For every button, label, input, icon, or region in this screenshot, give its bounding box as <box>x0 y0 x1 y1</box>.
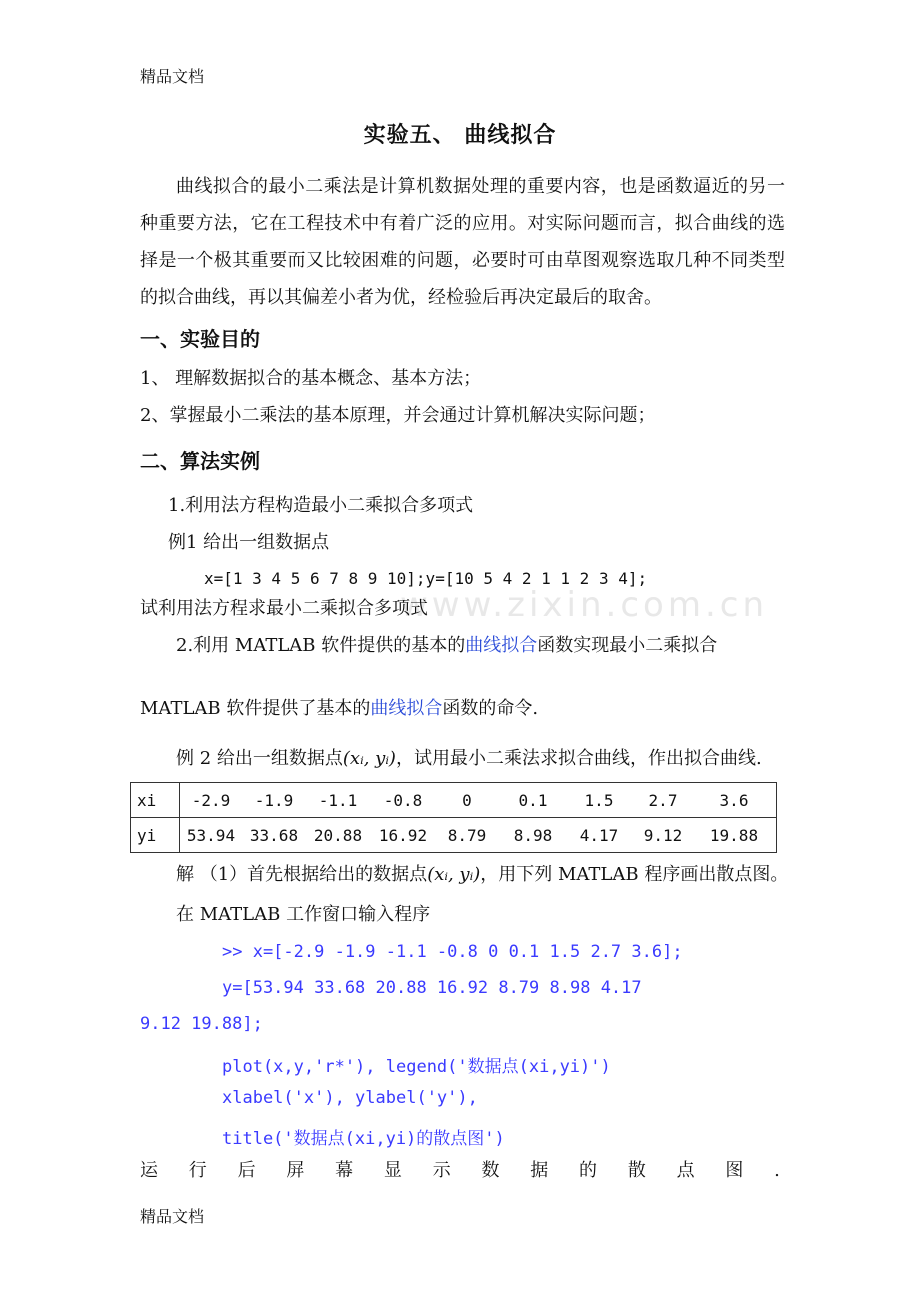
purpose-item-1: 1、 理解数据拟合的基本概念、基本方法； <box>140 368 482 389</box>
table-row-xi <box>131 783 777 818</box>
result-char: 示 <box>432 1160 451 1181</box>
result-char: 数 <box>481 1160 500 1181</box>
table-cell: 2.7 <box>648 790 678 810</box>
table-cell: -1.1 <box>318 790 358 810</box>
data-table <box>130 782 777 853</box>
code-line-3: 9.12 19.88]; <box>140 1014 263 1034</box>
result-line <box>140 1152 780 1189</box>
table-cell: 33.68 <box>249 825 299 845</box>
example-2-prefix: 例 2 给出一组数据点 <box>176 748 343 769</box>
table-cell: 19.88 <box>709 825 759 845</box>
result-char: 散 <box>627 1160 646 1181</box>
solution-line-1 <box>176 856 788 893</box>
subsection-2-title <box>176 627 717 664</box>
table-cell: 20.88 <box>313 825 363 845</box>
example-2-math: (xᵢ, yᵢ) <box>342 748 396 769</box>
code-line-4: plot(x,y,'r*'), legend('数据点(xi,yi)') <box>222 1057 611 1077</box>
code-line-2: y=[53.94 33.68 20.88 16.92 8.79 8.98 4.17 <box>222 978 642 998</box>
result-char: 点 <box>676 1160 695 1181</box>
result-char: 的 <box>579 1160 598 1181</box>
code-line-5: xlabel('x'), ylabel('y'), <box>222 1088 478 1108</box>
matlab-intro-prefix: MATLAB 软件提供了基本的 <box>140 698 371 719</box>
table-cell: -2.9 <box>191 790 231 810</box>
table-cell: 1.5 <box>584 790 614 810</box>
row-label-xi: xi <box>131 783 180 818</box>
row-label-yi: yi <box>131 818 180 853</box>
watermark: www.zixin.com.cn <box>400 585 768 625</box>
result-char: 行 <box>188 1160 207 1181</box>
matlab-intro-suffix: 函数的命令. <box>442 698 539 719</box>
code-line-1: >> x=[-2.9 -1.9 -1.1 -0.8 0 0.1 1.5 2.7 3.6]; <box>222 942 683 962</box>
matlab-intro <box>140 690 538 727</box>
solution-math: (xᵢ, yᵢ) <box>427 864 481 885</box>
table-cell: 8.98 <box>513 825 553 845</box>
page-footer: 精品文档 <box>140 1207 205 1226</box>
result-char: 屏 <box>286 1160 305 1181</box>
solution-line-2: 在 MATLAB 工作窗口输入程序 <box>176 904 431 925</box>
result-char: 后 <box>237 1160 256 1181</box>
page-header: 精品文档 <box>140 67 205 86</box>
yi-values <box>180 826 776 845</box>
xi-values <box>180 791 776 810</box>
table-cell: 9.12 <box>643 825 683 845</box>
example-1-data: x=[1 3 4 5 6 7 8 9 10];y=[10 5 4 2 1 1 2 3 4]; <box>204 569 648 588</box>
example-2-suffix: ，试用最小二乘法求拟合曲线，作出拟合曲线. <box>395 748 762 769</box>
result-char: 运 <box>140 1160 158 1181</box>
code-line-6: title('数据点(xi,yi)的散点图') <box>222 1129 505 1149</box>
table-cell: 0 <box>462 790 472 810</box>
table-row-yi <box>131 818 777 853</box>
solution-suffix: ，用下列 MATLAB 程序画出散点图。 <box>480 864 789 885</box>
subsection-2-suffix: 函数实现最小二乘拟合 <box>537 635 718 656</box>
table-cell: -1.9 <box>254 790 294 810</box>
table-cell: 16.92 <box>378 825 428 845</box>
solution-prefix: 解 （1）首先根据给出的数据点 <box>176 864 428 885</box>
result-char: 图 <box>725 1160 744 1181</box>
curve-fitting-link[interactable]: 曲线拟合 <box>465 635 538 656</box>
table-cell: 53.94 <box>186 825 236 845</box>
curve-fitting-link-2[interactable]: 曲线拟合 <box>370 698 443 719</box>
section-heading-examples: 二、算法实例 <box>140 449 260 473</box>
subsection-2-prefix: 2.利用 MATLAB 软件提供的基本的 <box>176 635 466 656</box>
section-heading-purpose: 一、实验目的 <box>140 327 260 351</box>
result-char: 显 <box>383 1160 402 1181</box>
subsection-1-title: 1.利用法方程构造最小二乘拟合多项式 <box>168 495 474 516</box>
table-cell: 0.1 <box>518 790 548 810</box>
purpose-item-2: 2、掌握最小二乘法的基本原理，并会通过计算机解决实际问题； <box>140 405 656 426</box>
table-cell: -0.8 <box>383 790 423 810</box>
intro-paragraph: 曲线拟合的最小二乘法是计算机数据处理的重要内容，也是函数逼近的另一种重要方法，它在工程技术中有着广泛的应用。对实际问题而言，拟合曲线的选择是一个极其重要而又比较困难的问题，必要时可由草图观察选取几种不同类型的拟合曲线，再以其偏差小者为优，经检验后再决定最后的取舍。 <box>140 176 785 308</box>
result-char: . <box>774 1160 780 1181</box>
page-title: 实验五、 曲线拟合 <box>363 123 557 148</box>
table-cell: 3.6 <box>719 790 749 810</box>
table-cell: 8.79 <box>447 825 487 845</box>
example-2-label <box>176 740 762 777</box>
example-1-task: 试利用法方程求最小二乘拟合多项式 <box>140 598 428 619</box>
result-char: 据 <box>530 1160 549 1181</box>
example-1-label: 例1 给出一组数据点 <box>168 532 330 553</box>
result-char: 幕 <box>335 1160 354 1181</box>
table-cell: 4.17 <box>579 825 619 845</box>
